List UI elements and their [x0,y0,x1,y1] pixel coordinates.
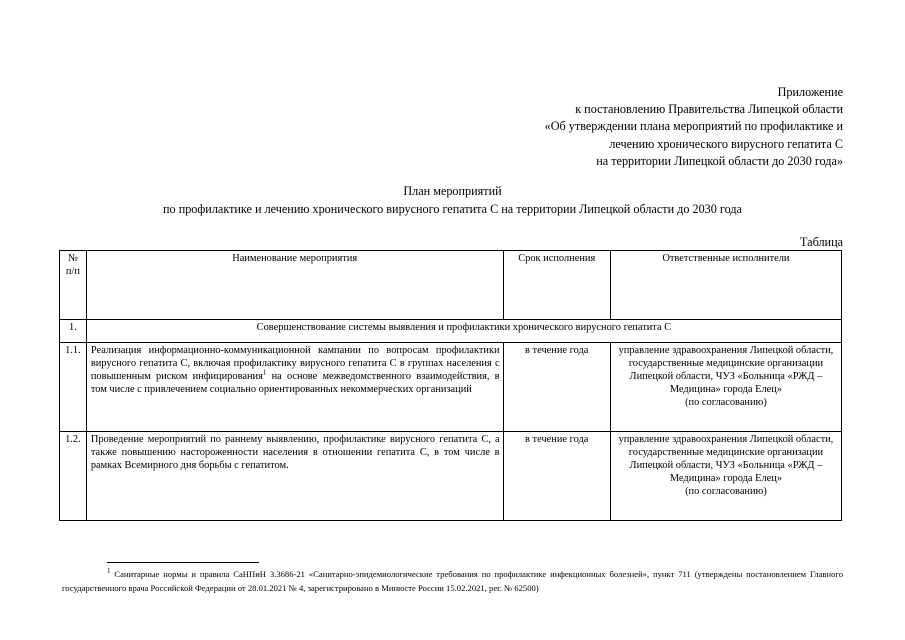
table-row [60,432,842,521]
footnote-text: Санитарные нормы и правила СаНПиН 3.3686-21 «Санитарно-эпидемиологические требования по профилактике инфекционных болезней», пункт 711 (утверждены постановлением Главного государственного врача Российской Федерации от 28.01.2021 № 4, зарегистрировано в Минюсте России 15.02.2021, рег. № 62500) [62,569,843,593]
appendix-line: лечению хронического вирусного гепатита С [609,136,843,151]
row-term: в течение года [503,432,610,521]
row-name-text-cont: на основе межведомственного взаимодействия, в том числе с привлечением социально ориентированных некоммерческих организаций [90,370,500,395]
header-name: Наименование мероприятия [86,251,503,320]
responsible-text: управление здравоохранения Липецкой области, государственные медицинские организации Липецкой области, ЧУЗ «Больница «РЖД – Медицина» города Елец» [618,434,834,484]
section-num: 1. [60,320,87,343]
row-num: 1.1. [60,343,87,432]
header-responsible: Ответственные исполнители [610,251,841,320]
table-row [60,343,842,432]
responsible-note: (по согласованию) [685,485,767,497]
table-header-row [60,251,842,320]
footnote [62,568,843,595]
row-term: в течение года [503,343,610,432]
appendix-line: на территории Липецкой области до 2030 года» [596,153,843,168]
table-caption: Таблица [800,235,843,249]
section-title: Совершенствование системы выявления и профилактики хронического вирусного гепатита С [86,320,841,343]
row-name-text: Реализация информационно-коммуникационной кампании по вопросам профилактики вирусного гепатита С, включая профилактику вирусного гепатита С в группах населения с повышенным риском инфицирования [90,345,500,382]
row-num: 1.2. [60,432,87,521]
row-name: Проведение мероприятий по раннему выявлению, профилактике вирусного гепатита С, а также повышению настороженности населения в отношении гепатита С, в том числе в рамках Всемирного дня борьбы с гепатитом. [86,432,503,521]
title-line-2: по профилактике и лечению хронического вирусного гепатита С на территории Липецкой области до 2030 года [163,201,742,216]
plan-table [59,250,842,521]
document-title [0,183,905,218]
appendix-line: к постановлению Правительства Липецкой области [575,102,843,117]
footnote-mark: 1 [262,368,267,377]
appendix-header [545,84,843,170]
footnote-separator [107,562,259,563]
section-row [60,320,842,343]
header-num: № п/п [60,251,87,320]
row-responsible [610,343,841,432]
responsible-note: (по согласованию) [685,396,767,408]
title-line-1: План мероприятий [403,184,502,198]
header-term: Срок исполнения [503,251,610,320]
appendix-line: Приложение [777,85,843,99]
footnote-number: 1 [107,567,111,576]
row-responsible [610,432,841,521]
row-name [86,343,503,432]
responsible-text: управление здравоохранения Липецкой области, государственные медицинские организации Липецкой области, ЧУЗ «Больница «РЖД – Медицина» города Елец» [618,345,834,395]
appendix-line: «Об утверждении плана мероприятий по профилактике и [544,119,843,134]
